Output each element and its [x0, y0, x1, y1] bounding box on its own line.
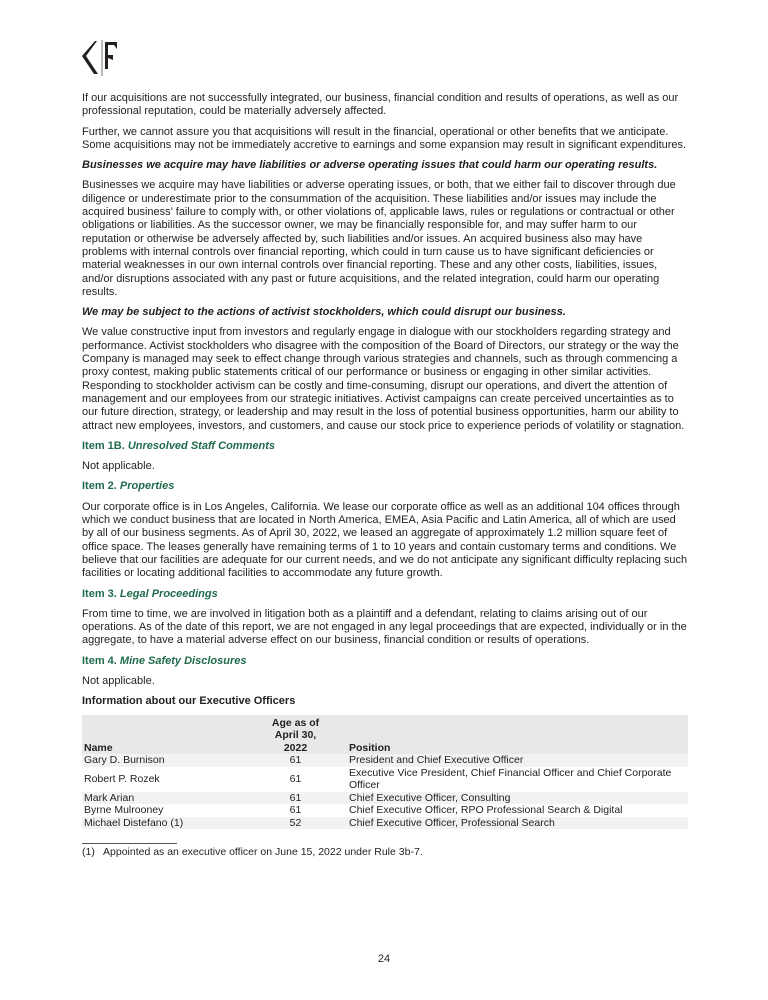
item-3-heading: Item 3. Legal Proceedings [82, 587, 218, 600]
header-name: Name [82, 715, 256, 755]
header-age: Age as of April 30, 2022 [256, 715, 335, 755]
table-row: Gary D. Burnison 61 President and Chief Executive Officer [82, 754, 688, 767]
table-header-row [82, 715, 688, 755]
document-body [82, 92, 688, 859]
table-row: Michael Distefano (1) 52 Chief Executive Officer, Professional Search [82, 817, 688, 830]
item-2-heading: Item 2. Properties [82, 480, 175, 493]
item-3-body: From time to time, we are involved in litigation both as a plaintiff and a defendant, relating to claims arising out of our operations. As of the date of this report, we are not engaged in any legal proceedings that are expected, individually or in the aggregate, to have a material adverse effect on our business, financial condition or results of operations. [82, 607, 687, 647]
table-row: Byrne Mulrooney 61 Chief Executive Officer, RPO Professional Search & Digital [84, 804, 623, 817]
executive-officers-table [82, 715, 688, 830]
item-4-heading: Item 4. Mine Safety Disclosures [82, 654, 247, 667]
page-number: 24 [377, 953, 391, 965]
footnote-divider [82, 843, 177, 844]
korn-ferry-logo [80, 38, 130, 78]
item-4-body: Not applicable. [82, 674, 155, 687]
item-1b-body: Not applicable. [82, 460, 155, 473]
risk-heading: We may be subject to the actions of activist stockholders, which could disrupt our business. [82, 306, 566, 319]
paragraph: Businesses we acquire may have liabilities or adverse operating issues, or both, that we either fail to discover through due diligence or underestimate prior to the consummation of the acquisition. These liabilities and/or issues may include the acquired business’ failure to comply with, or other violations of, applicable laws, rules or regulations or contractual or other obligations or liabilities. As the successor owner, we may be financially responsible for, and may suffer harm to our reputation or otherwise be adversely affected by, such liabilities and/or issues. An acquired business also may have problems with internal controls over financial reporting, which could in turn cause us to have significant deficiencies or material weaknesses in our own internal controls over financial reporting. These and any other costs, liabilities, issues, and/or disruptions associated with any past or future acquisitions, and the related integration, could harm our operating results. [82, 179, 676, 298]
table-row: Robert P. Rozek 61 Executive Vice President, Chief Financial Officer and Chief Corporate Officer [84, 766, 672, 792]
header-position: Position [335, 715, 688, 755]
item-2-body: Our corporate office is in Los Angeles, California. We lease our corporate office as well as an additional 104 offices through which we conduct business that are located in North America, EMEA, Asia Pacific and Latin America, all of which are used by all of our business segments. As of April 30, 2022, we leased an aggregate of approximately 1.2 million square feet of office space. The leases generally have remaining terms of 1 to 10 years and contain customary terms and conditions. We believe that our facilities are adequate for our current needs, and we do not anticipate any significant difficulty replacing such facilities or locating additional facilities to accommodate any future growth. [82, 500, 688, 580]
paragraph: Further, we cannot assure you that acquisitions will result in the financial, operational or other benefits that we anticipate. Some acquisitions may not be immediately accretive to earnings and some expansion may result in significant expenditures. [82, 125, 687, 151]
risk-heading: Businesses we acquire may have liabilities or adverse operating issues that could harm our operating results. [82, 159, 658, 172]
paragraph: We value constructive input from investors and regularly engage in dialogue with our stockholders regarding strategy and performance. Activist stockholders who disagree with the composition of the Board of Directors, our strategy or the way the Company is managed may seek to effect change through various strategies and channels, such as through commencing a proxy contest, making public statements critical of our performance or business or engaging in other similar activities. Responding to stockholder activism can be costly and time-consuming, disrupt our operations, and divert the attention of management and our employees from our strategic initiatives. Activist campaigns can create perceived uncertainties as to our future direction, strategy, or leadership and may result in the loss of potential business opportunities, harm our ability to attract new employees, investors, and customers, and cause our stock price to experience periods of volatility or stagnation. [82, 326, 685, 432]
item-1b-heading: Item 1B. Unresolved Staff Comments [82, 439, 275, 452]
footnote: (1) Appointed as an executive officer on June 15, 2022 under Rule 3b-7. [82, 846, 423, 859]
table-row: Mark Arian 61 Chief Executive Officer, Consulting [82, 792, 688, 805]
executive-officers-heading: Information about our Executive Officers [82, 695, 296, 708]
paragraph: If our acquisitions are not successfully integrated, our business, financial condition and results of operations, as well as our professional reputation, could be materially adversely affected. [82, 92, 679, 118]
